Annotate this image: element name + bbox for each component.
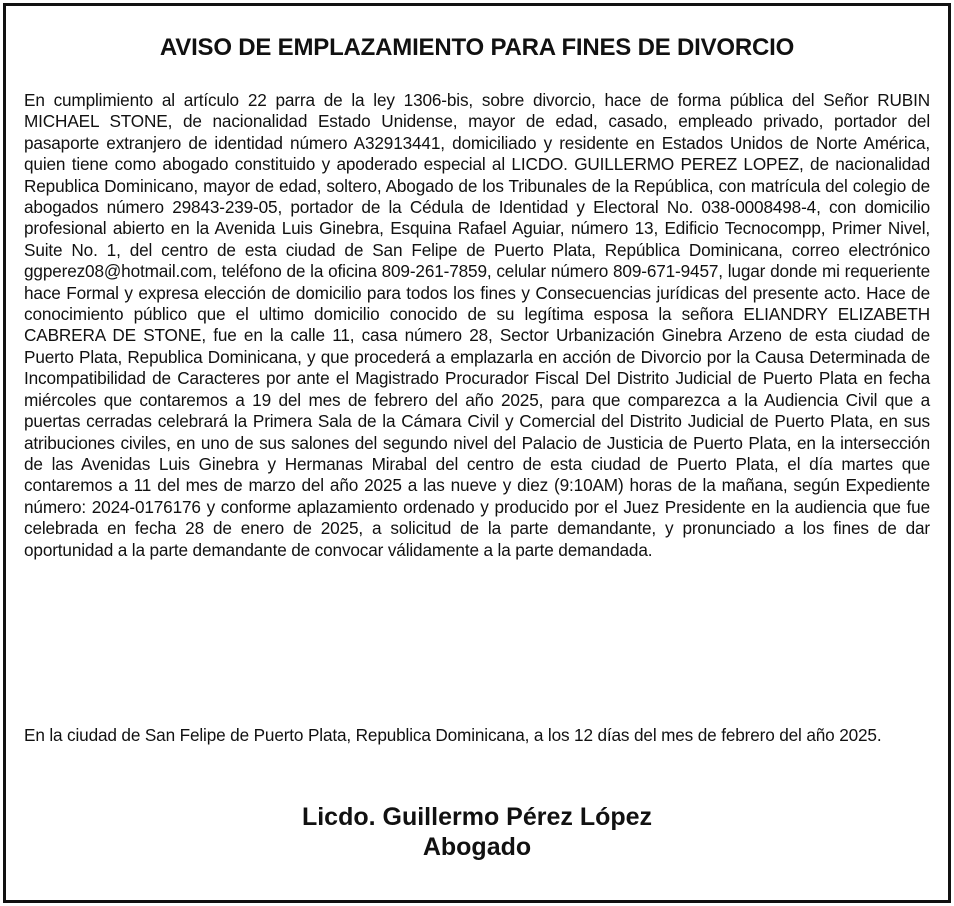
notice-title: AVISO DE EMPLAZAMIENTO PARA FINES DE DIVORCIO <box>159 34 795 61</box>
signature-block <box>6 802 948 862</box>
notice-closing-paragraph: En la ciudad de San Felipe de Puerto Plata, Republica Dominicana, a los 12 días del mes de febrero del año 2025. <box>24 725 882 745</box>
signature-name: Licdo. Guillermo Pérez López <box>301 803 653 831</box>
signature-role: Abogado <box>422 833 532 861</box>
notice-body-paragraph: En cumplimiento al artículo 22 parra de la ley 1306-bis, sobre divorcio, hace de forma pública del Señor RUBIN MICHAEL STONE, de nacionalidad Estado Unidense, mayor de edad, casado, empleado privado, portador del pasaporte extranjero de identidad número A32913441, domiciliado y residente en Estados Unidos de Norte América, quien tiene como abogado constituido y apoderado especial al LICDO. GUILLERMO PEREZ LOPEZ, de nacionalidad Republica Dominicano, mayor de edad, soltero, Abogado de los Tribunales de la República, con matrícula del colegio de abogados número 29843-239-05, portador de la Cédula de Identidad y Electoral No. 038-0008498-4, con domicilio profesional abierto en la Avenida Luis Ginebra, Esquina Rafael Aguiar, número 13, Edificio Tecnocompp, Primer Nivel, Suite No. 1, del centro de esta ciudad de San Felipe de Puerto Plata, República Dominicana, correo electrónico ggperez08@hotmail.com, teléfono de la oficina 809-261-7859, celular número 809-671-9457, lugar donde mi requeriente hace Formal y expresa elección de domicilio para todos los fines y Consecuencias jurídicas del presente acto. Hace de conocimiento público que el ultimo domicilio conocido de su legítima esposa la señora ELIANDRY ELIZABETH CABRERA DE STONE, fue en la calle 11, casa número 28, Sector Urbanización Ginebra Arzeno de esta ciudad de Puerto Plata, Republica Dominicana, y que procederá a emplazarla en acción de Divorcio por la Causa Determinada de Incompatibilidad de Caracteres por ante el Magistrado Procurador Fiscal Del Distrito Judicial de Puerto Plata en fecha miércoles que contaremos a 19 del mes de febrero del año 2025, para que comparezca a la Audiencia Civil que a puertas cerradas celebrará la Primera Sala de la Cámara Civil y Comercial del Distrito Judicial de Puerto Plata, en sus atribuciones civiles, en uno de sus salones del segundo nivel del Palacio de Justicia de Puerto Plata, en la intersección de las Avenidas Luis Ginebra y Hermanas Mirabal del centro de esta ciudad de Puerto Plata, el día martes que contaremos a 11 del mes de marzo del año 2025 a las nueve y diez (9:10AM) horas de la mañana, según Expediente número: 2024-0176176 y conforme aplazamiento ordenado y producido por el Juez Presidente en la audiencia que fue celebrada en fecha 28 de enero de 2025, a solicitud de la parte demandante, y pronunciado a los fines de dar oportunidad a la parte demandante de convocar válidamente a la parte demandada. <box>24 90 930 560</box>
notice-frame <box>3 3 951 903</box>
